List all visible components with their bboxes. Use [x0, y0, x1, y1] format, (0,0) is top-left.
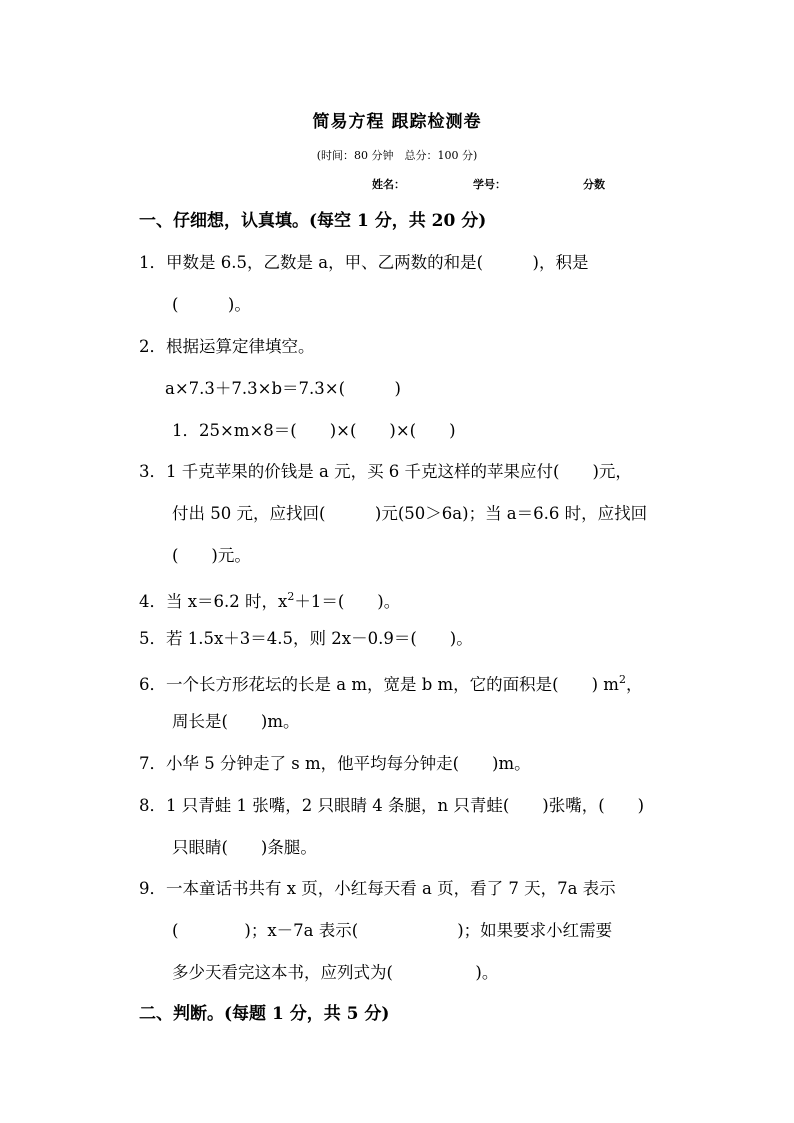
question-1-line-2: ( )。: [172, 295, 251, 314]
question-9-line-2: ( )；x－7a 表示( )；如果要求小红需要: [172, 921, 613, 940]
question-7: 7．小华 5 分钟走了 s m，他平均每分钟走( )m。: [139, 754, 531, 773]
question-6-text: 6．一个长方形花坛的长是 a m，宽是 b m，它的面积是( ) m: [139, 675, 619, 694]
name-field-label: 姓名：: [372, 178, 405, 191]
exam-info: (时间：80 分钟 总分：100 分): [316, 149, 478, 162]
question-5: 5．若 1.5x＋3＝4.5，则 2x－0.9＝( )。: [139, 629, 473, 648]
question-3-line-3: ( )元。: [172, 546, 251, 565]
question-8-line-2: 只眼睛( )条腿。: [172, 838, 317, 857]
question-3-line-2: 付出 50 元，应找回( )元(50＞6a)；当 a＝6.6 时，应找回: [172, 504, 648, 523]
superscript-unit-exponent: 2: [618, 673, 626, 686]
question-6-text-end: ，: [625, 675, 643, 694]
question-4-text: 4．当 x＝6.2 时，x: [139, 592, 288, 611]
question-2-line-3: 1．25×m×8＝( )×( )×( ): [172, 421, 456, 440]
question-2-line-2: a×7.3＋7.3×b＝7.3×( ): [165, 379, 401, 398]
section-heading-fill-in: 一、仔细想，认真填。(每空 1 分，共 20 分): [139, 211, 487, 231]
question-4: [139, 587, 400, 612]
question-1-line-1: 1．甲数是 6.5，乙数是 a，甲、乙两数的和是( )，积是: [139, 253, 589, 272]
question-2-line-1: 2．根据运算定律填空。: [139, 337, 315, 356]
question-9-line-1: 9．一本童话书共有 x 页，小红每天看 a 页，看了 7 天，7a 表示: [139, 879, 616, 898]
score-label: 分数: [583, 178, 605, 191]
superscript-exponent: 2: [287, 590, 295, 603]
question-6-line-1: [139, 670, 642, 695]
section-heading-true-false: 二、判断。(每题 1 分，共 5 分): [139, 1004, 390, 1024]
student-number-label: 学号：: [473, 178, 506, 191]
question-9-line-3: 多少天看完这本书，应列式为( )。: [172, 963, 499, 982]
question-6-line-2: 周长是( )m。: [172, 712, 300, 731]
question-8-line-1: 8．1 只青蛙 1 张嘴，2 只眼睛 4 条腿，n 只青蛙( )张嘴，( ): [139, 796, 645, 815]
question-3-line-1: 3．1 千克苹果的价钱是 a 元，买 6 千克这样的苹果应付( )元，: [139, 462, 632, 481]
page-title: 简易方程 跟踪检测卷: [312, 112, 482, 132]
question-4-text-end: ＋1＝( )。: [294, 592, 401, 611]
